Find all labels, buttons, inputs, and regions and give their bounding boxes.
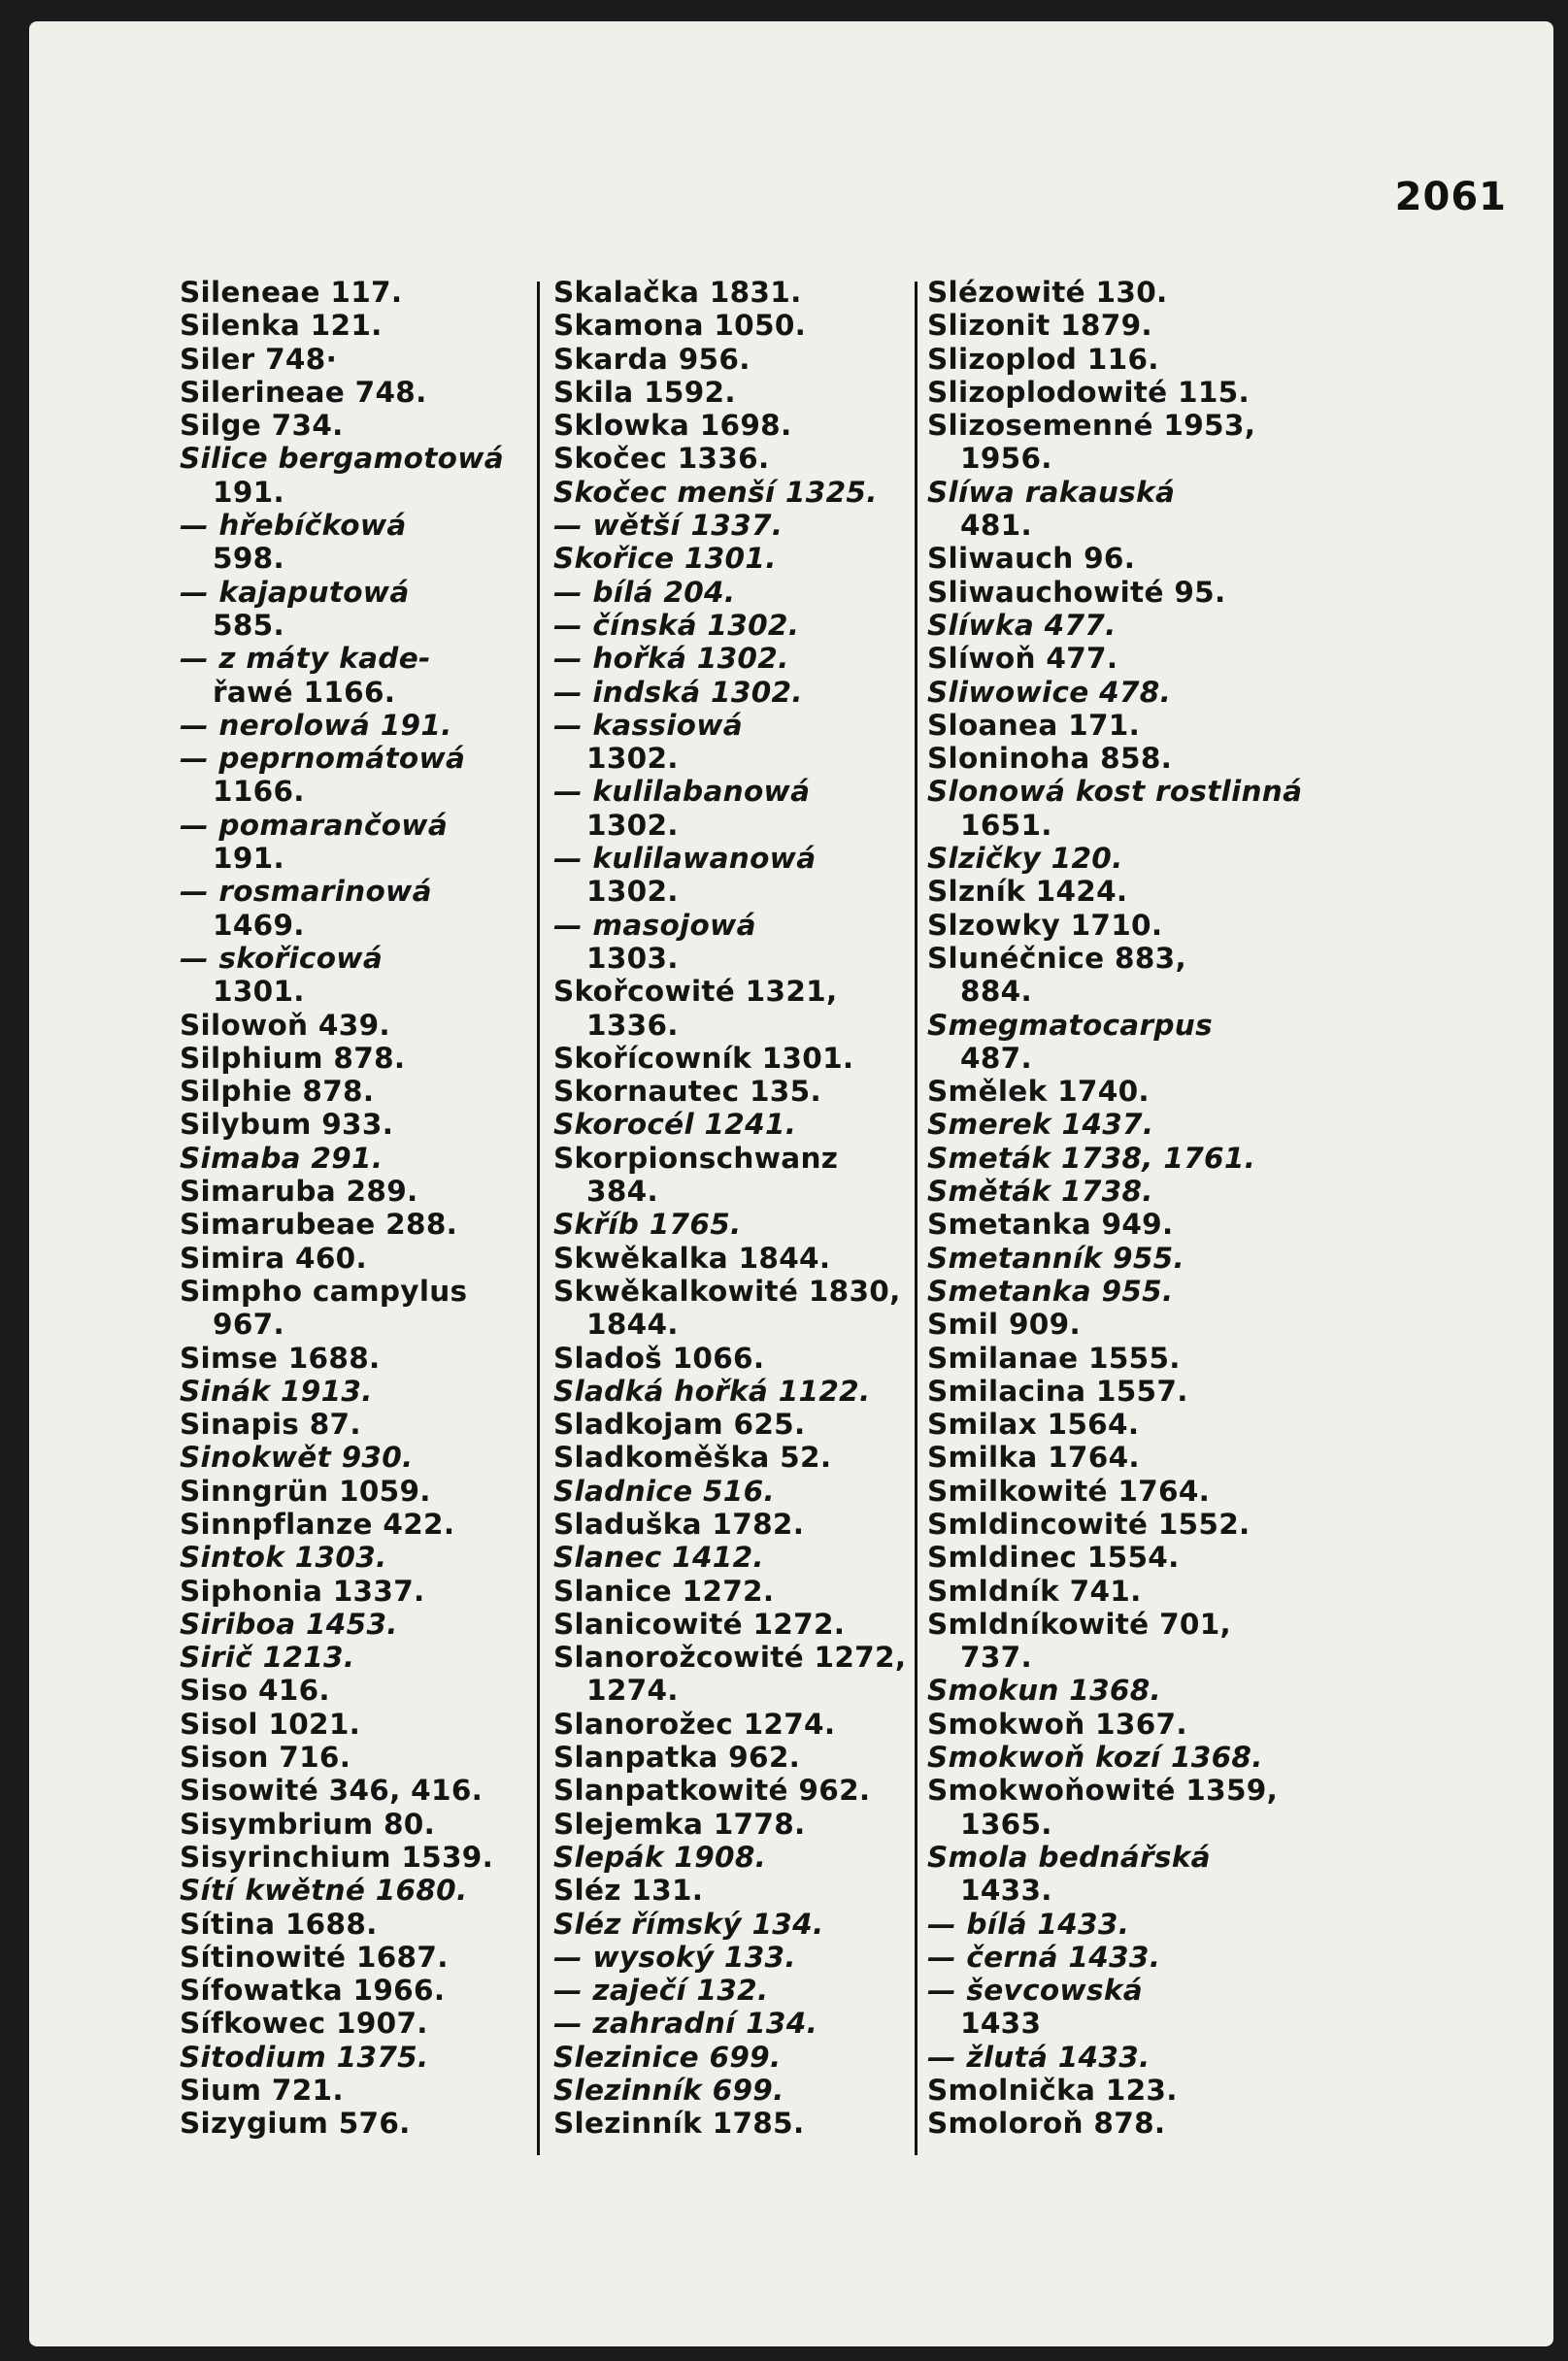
index-entry: Slíwka 477. <box>927 608 1117 642</box>
index-entry: Sinnpflanze 422. <box>180 1507 455 1541</box>
index-entry: 1433 <box>960 2007 1042 2041</box>
book-page <box>29 21 1553 2346</box>
index-entry: 1433. <box>960 1874 1052 1908</box>
index-entry: — ševcowská <box>927 1974 1143 2008</box>
index-entry: 1302. <box>586 875 679 909</box>
index-entry: Sliwauchowité 95. <box>927 575 1226 609</box>
index-entry: 481. <box>960 509 1032 543</box>
index-entry: Skarda 956. <box>553 342 751 376</box>
index-entry: Skamona 1050. <box>553 309 807 343</box>
index-entry: Sladnice 516. <box>553 1474 775 1508</box>
index-entry: 1303. <box>586 941 679 975</box>
index-entry: — zaječí 132. <box>553 1974 769 2008</box>
index-entry: — kulilawanowá <box>553 842 817 876</box>
index-entry: Slonowá kost rostlinná <box>927 775 1303 809</box>
index-entry: Skočec 1336. <box>553 442 770 476</box>
index-entry: Smldincowité 1552. <box>927 1507 1251 1541</box>
index-entry: 598. <box>213 542 284 576</box>
index-entry: — zahradní 134. <box>553 2007 818 2041</box>
index-entry: Siso 416. <box>180 1674 330 1708</box>
index-entry: Sinokwět 930. <box>180 1441 414 1475</box>
index-entry: Silphium 878. <box>180 1041 406 1075</box>
index-entry: Simarubeae 288. <box>180 1208 458 1242</box>
index-entry: Smilax 1564. <box>927 1408 1140 1442</box>
index-entry: — z máty kade- <box>180 642 431 676</box>
index-entry: 1166. <box>213 775 305 809</box>
index-entry: Slzník 1424. <box>927 875 1128 909</box>
index-entry: 737. <box>960 1641 1032 1675</box>
index-column-1 <box>180 276 539 2141</box>
index-entry: Skila 1592. <box>553 375 736 409</box>
index-entry: Sloanea 171. <box>927 708 1141 742</box>
index-entry: — wětší 1337. <box>553 509 784 543</box>
index-entry: Sitodium 1375. <box>180 2040 429 2074</box>
index-entry: Silphie 878. <box>180 1075 375 1109</box>
index-entry: Sirič 1213. <box>180 1641 355 1675</box>
index-entry: Simse 1688. <box>180 1341 381 1375</box>
index-entry: Simira 460. <box>180 1241 368 1275</box>
index-entry: Smerek 1437. <box>927 1108 1154 1142</box>
index-entry: 1301. <box>213 975 305 1009</box>
index-entry: řawé 1166. <box>213 675 396 709</box>
index-entry: — peprnomátowá <box>180 742 466 776</box>
index-entry: Sliwauch 96. <box>927 542 1136 576</box>
index-entry: Skorocél 1241. <box>553 1108 797 1142</box>
index-entry: Smola bednářská <box>927 1840 1211 1874</box>
index-entry: Sladuška 1782. <box>553 1507 805 1541</box>
index-entry: Smil 909. <box>927 1308 1081 1342</box>
index-entry: Slizonit 1879. <box>927 309 1152 343</box>
index-entry: Sladoš 1066. <box>553 1341 765 1375</box>
index-entry: 967. <box>213 1308 284 1342</box>
index-entry: Simaba 291. <box>180 1141 384 1175</box>
index-entry: Sífkowec 1907. <box>180 2007 428 2041</box>
index-entry: — kassiowá <box>553 708 743 742</box>
index-entry: Smilanae 1555. <box>927 1341 1181 1375</box>
index-entry: Smělek 1740. <box>927 1075 1150 1109</box>
index-entry: Slezinice 699. <box>553 2040 782 2074</box>
index-entry: Skwěkalkowité 1830, <box>553 1274 901 1308</box>
index-entry: Slanorožcowité 1272, <box>553 1641 907 1675</box>
index-entry: — masojowá <box>553 908 756 942</box>
index-entry: Silge 734. <box>180 409 344 443</box>
index-entry: 1844. <box>586 1308 679 1342</box>
index-entry: — černá 1433. <box>927 1940 1161 1974</box>
index-entry: Slizosemenné 1953, <box>927 409 1256 443</box>
index-entry: — rosmarinowá <box>180 875 432 909</box>
index-entry: Silowoň 439. <box>180 1008 390 1042</box>
index-entry: Smilacina 1557. <box>927 1374 1188 1408</box>
index-entry: Slzičky 120. <box>927 842 1123 876</box>
index-entry: Slunéčnice 883, <box>927 941 1187 975</box>
page-number: 2061 <box>1394 175 1507 219</box>
index-entry: 487. <box>960 1041 1032 1075</box>
index-entry: Skalačka 1831. <box>553 276 802 309</box>
index-entry: Slepák 1908. <box>553 1840 767 1874</box>
index-entry: Směták 1738. <box>927 1175 1153 1209</box>
index-entry: Smetanka 955. <box>927 1274 1174 1308</box>
index-entry: Skorpionschwanz <box>553 1141 839 1175</box>
index-entry: Slizoplod 116. <box>927 342 1159 376</box>
index-entry: Slizoplodowité 115. <box>927 375 1251 409</box>
index-entry: — kajaputowá <box>180 575 410 609</box>
index-entry: Slezinník 1785. <box>553 2107 805 2141</box>
index-entry: — nerolowá 191. <box>180 708 452 742</box>
index-entry: Slezinník 699. <box>553 2074 784 2108</box>
index-entry: Sintok 1303. <box>180 1541 387 1575</box>
index-entry: 384. <box>586 1175 658 1209</box>
index-entry: Skořícowník 1301. <box>553 1041 854 1075</box>
index-entry: Smetanník 955. <box>927 1241 1184 1275</box>
index-entry: Sisowité 346, 416. <box>180 1774 484 1808</box>
index-entry: — hořká 1302. <box>553 642 789 676</box>
index-entry: 1651. <box>960 808 1052 842</box>
index-entry: Sison 716. <box>180 1741 351 1775</box>
index-column-3 <box>927 276 1335 2141</box>
index-entry: Smolnička 123. <box>927 2074 1178 2108</box>
index-entry: — hřebíčkowá <box>180 509 407 543</box>
index-entry: Simpho campylus <box>180 1274 468 1308</box>
index-entry: 585. <box>213 608 284 642</box>
index-entry: Sliwowice 478. <box>927 675 1172 709</box>
index-entry: 191. <box>213 475 284 509</box>
index-entry: Silybum 933. <box>180 1108 394 1142</box>
index-entry: Skočec menší 1325. <box>553 475 878 509</box>
index-entry: Sítina 1688. <box>180 1907 378 1941</box>
index-entry: Slanice 1272. <box>553 1574 775 1608</box>
index-entry: Smegmatocarpus <box>927 1008 1213 1042</box>
index-entry: — skořicowá <box>180 941 384 975</box>
index-entry: — wysoký 133. <box>553 1940 796 1974</box>
index-entry: Smokwoň 1367. <box>927 1707 1187 1741</box>
index-entry: Siriboa 1453. <box>180 1607 398 1641</box>
index-entry: Silerineae 748. <box>180 375 427 409</box>
index-entry: 884. <box>960 975 1032 1009</box>
index-entry: Sítí kwětné 1680. <box>180 1874 468 1908</box>
index-entry: Sítinowité 1687. <box>180 1940 449 1974</box>
index-entry: Smldníkowité 701, <box>927 1607 1232 1641</box>
index-entry: Sinák 1913. <box>180 1374 373 1408</box>
index-entry: Sléz 131. <box>553 1874 704 1908</box>
index-entry: Smetanka 949. <box>927 1208 1174 1242</box>
index-entry: Sisyrinchium 1539. <box>180 1840 494 1874</box>
index-entry: 1302. <box>586 742 679 776</box>
index-entry: Slejemka 1778. <box>553 1807 806 1841</box>
index-entry: 1336. <box>586 1008 679 1042</box>
index-entry: Slíwoň 477. <box>927 642 1118 676</box>
index-entry: Sisymbrium 80. <box>180 1807 436 1841</box>
index-entry: — žlutá 1433. <box>927 2040 1151 2074</box>
index-entry: — čínská 1302. <box>553 608 800 642</box>
index-entry: Smokwoňowité 1359, <box>927 1774 1279 1808</box>
index-entry: Siphonia 1337. <box>180 1574 425 1608</box>
index-entry: Smokwoň kozí 1368. <box>927 1741 1263 1775</box>
index-entry: Silice bergamotowá <box>180 442 504 476</box>
index-entry: Sléz římský 134. <box>553 1907 824 1941</box>
index-entry: Skořice 1301. <box>553 542 777 576</box>
index-entry: Slanpatkowité 962. <box>553 1774 871 1808</box>
index-entry: Sladká hořká 1122. <box>553 1374 871 1408</box>
index-entry: Slíwa rakauská <box>927 475 1176 509</box>
index-entry: Smoloroň 878. <box>927 2107 1166 2141</box>
index-entry: Sklowka 1698. <box>553 409 792 443</box>
index-entry: Slzowky 1710. <box>927 908 1163 942</box>
index-entry: Smilkowité 1764. <box>927 1474 1211 1508</box>
index-entry: Skornautec 135. <box>553 1075 821 1109</box>
index-entry: 191. <box>213 842 284 876</box>
index-entry: Sinapis 87. <box>180 1408 361 1442</box>
index-entry: Slanicowité 1272. <box>553 1607 846 1641</box>
index-entry: — indská 1302. <box>553 675 803 709</box>
index-entry: — pomarančowá <box>180 808 449 842</box>
index-column-2 <box>553 276 922 2141</box>
index-entry: 1956. <box>960 442 1052 476</box>
index-entry: Sium 721. <box>180 2074 344 2108</box>
index-entry: Sladkojam 625. <box>553 1408 806 1442</box>
index-entry: Simaruba 289. <box>180 1175 418 1209</box>
index-entry: 1274. <box>586 1674 679 1708</box>
index-entry: Skříb 1765. <box>553 1208 742 1242</box>
index-entry: Sileneae 117. <box>180 276 403 309</box>
index-entry: Smokun 1368. <box>927 1674 1162 1708</box>
index-entry: Skořcowité 1321, <box>553 975 838 1009</box>
index-entry: Siler 748· <box>180 342 338 376</box>
index-entry: Smeták 1738, 1761. <box>927 1141 1256 1175</box>
index-entry: Slanpatka 962. <box>553 1741 801 1775</box>
index-entry: Sladkoměška 52. <box>553 1441 832 1475</box>
index-entry: 1302. <box>586 808 679 842</box>
index-entry: Slanec 1412. <box>553 1541 764 1575</box>
index-entry: Smldinec 1554. <box>927 1541 1180 1575</box>
index-entry: Slézowité 130. <box>927 276 1168 309</box>
index-entry: 1365. <box>960 1807 1052 1841</box>
index-entry: — bílá 204. <box>553 575 736 609</box>
index-entry: Sloninoha 858. <box>927 742 1173 776</box>
index-entry: — kulilabanowá <box>553 775 811 809</box>
index-entry: — bílá 1433. <box>927 1907 1130 1941</box>
index-entry: Sizygium 576. <box>180 2107 411 2141</box>
index-entry: 1469. <box>213 908 305 942</box>
index-entry: Smldník 741. <box>927 1574 1142 1608</box>
index-entry: Slanorožec 1274. <box>553 1707 836 1741</box>
index-entry: Sinngrün 1059. <box>180 1474 431 1508</box>
index-entry: Smilka 1764. <box>927 1441 1140 1475</box>
index-entry: Sisol 1021. <box>180 1707 361 1741</box>
index-entry: Skwěkalka 1844. <box>553 1241 831 1275</box>
index-entry: Sífowatka 1966. <box>180 1974 446 2008</box>
index-entry: Silenka 121. <box>180 309 383 343</box>
